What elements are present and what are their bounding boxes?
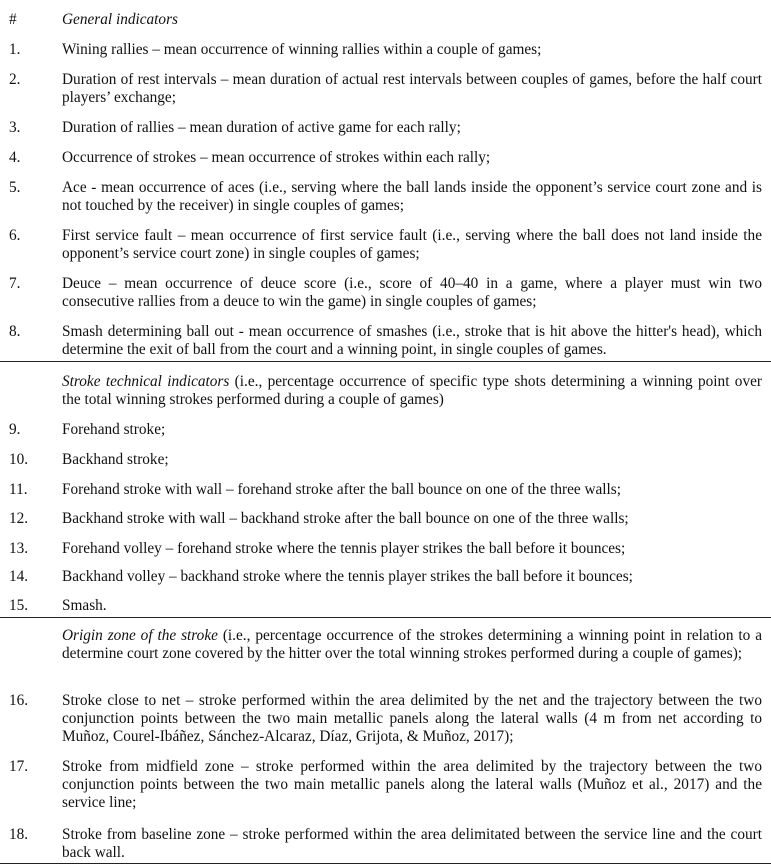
row-number: 13. — [9, 540, 29, 557]
row-number: 7. — [9, 275, 21, 292]
number-column-header: # — [9, 11, 17, 28]
row-number: 17. — [9, 758, 29, 775]
row-text: Backhand volley – backhand stroke where the tennis player strikes the ball before it bounces; — [62, 568, 633, 585]
row-number: 5. — [9, 179, 21, 196]
section-title-stroke: Stroke technical indicators — [62, 373, 230, 390]
row-text: Duration of rallies – mean duration of active game for each rally; — [62, 119, 461, 136]
row-text: Forehand stroke; — [62, 421, 166, 438]
row-text: Duration of rest intervals – mean duration of actual rest intervals between couples of games, before the half court players’ exchange; — [62, 71, 762, 106]
row-number: 18. — [9, 826, 29, 843]
row-text: Smash. — [62, 597, 107, 614]
row-text: Backhand stroke; — [62, 451, 169, 468]
row-number: 2. — [9, 71, 21, 88]
table-bottom-rule — [0, 863, 771, 864]
section-intro — [62, 373, 762, 409]
row-text: Stroke from midfield zone – stroke performed within the area delimited by the trajectory between the two conjunction points between the two main metallic panels along the lateral walls (Muñoz et al., 2017) and the service line; — [62, 758, 762, 811]
row-text: Backhand stroke with wall – backhand stroke after the ball bounce on one of the three walls; — [62, 510, 629, 527]
row-text: Occurrence of strokes – mean occurrence of strokes within each rally; — [62, 149, 491, 166]
row-number: 14. — [9, 568, 29, 585]
row-text: Stroke from baseline zone – stroke performed within the area delimitated between the service line and the court back wall. — [62, 826, 762, 861]
row-text: Ace - mean occurrence of aces (i.e., serving where the ball lands inside the opponent’s service court zone and is not touched by the receiver) in single couples of games; — [62, 179, 762, 214]
section-title-general: General indicators — [62, 11, 178, 28]
row-text: Forehand volley – forehand stroke where the tennis player strikes the ball before it bounces; — [62, 540, 626, 557]
row-number: 15. — [9, 597, 29, 614]
row-text: Deuce – mean occurrence of deuce score (i.e., score of 40–40 in a game, where a player must win two consecutive rallies from a deuce to win the game) in single couples of games; — [62, 275, 762, 310]
section-description: (i.e., percentage occurrence of the strokes determining a winning point in relation to a determine court zone covered by the hitter over the total winning strokes performed during a couple of games); — [62, 627, 762, 662]
row-text: Forehand stroke with wall – forehand stroke after the ball bounce on one of the three walls; — [62, 481, 622, 498]
row-number: 16. — [9, 692, 29, 709]
section-title-origin: Origin zone of the stroke — [62, 627, 218, 644]
row-number: 11. — [9, 481, 28, 498]
row-number: 10. — [9, 451, 29, 468]
section-divider — [0, 361, 771, 362]
row-number: 6. — [9, 227, 21, 244]
row-text: Stroke close to net – stroke performed within the area delimited by the net and the trajectory between the two conjunction points between the two main metallic panels along the lateral walls (4 m from net according to Muñoz, Courel-Ibáñez, Sánchez-Alcaraz, Díaz, Grijota, & Muñoz, 2017); — [62, 692, 762, 745]
row-number: 12. — [9, 510, 29, 527]
row-number: 9. — [9, 421, 21, 438]
row-number: 4. — [9, 149, 21, 166]
row-text: Wining rallies – mean occurrence of winning rallies within a couple of games; — [62, 41, 542, 58]
row-number: 1. — [9, 41, 21, 58]
row-number: 3. — [9, 119, 21, 136]
section-description: (i.e., percentage occurrence of specific type shots determining a winning point over the total winning strokes performed during a couple of games) — [62, 373, 762, 408]
row-text: First service fault – mean occurrence of first service fault (i.e., serving where the ball does not land inside the opponent’s service court zone) in single couples of games; — [62, 227, 762, 262]
row-number: 8. — [9, 323, 21, 340]
section-intro — [62, 627, 762, 663]
section-divider — [0, 617, 771, 618]
row-text: Smash determining ball out - mean occurrence of smashes (i.e., stroke that is hit above the hitter's head), which determine the exit of ball from the court and a winning point, in single couples of games. — [62, 323, 762, 358]
